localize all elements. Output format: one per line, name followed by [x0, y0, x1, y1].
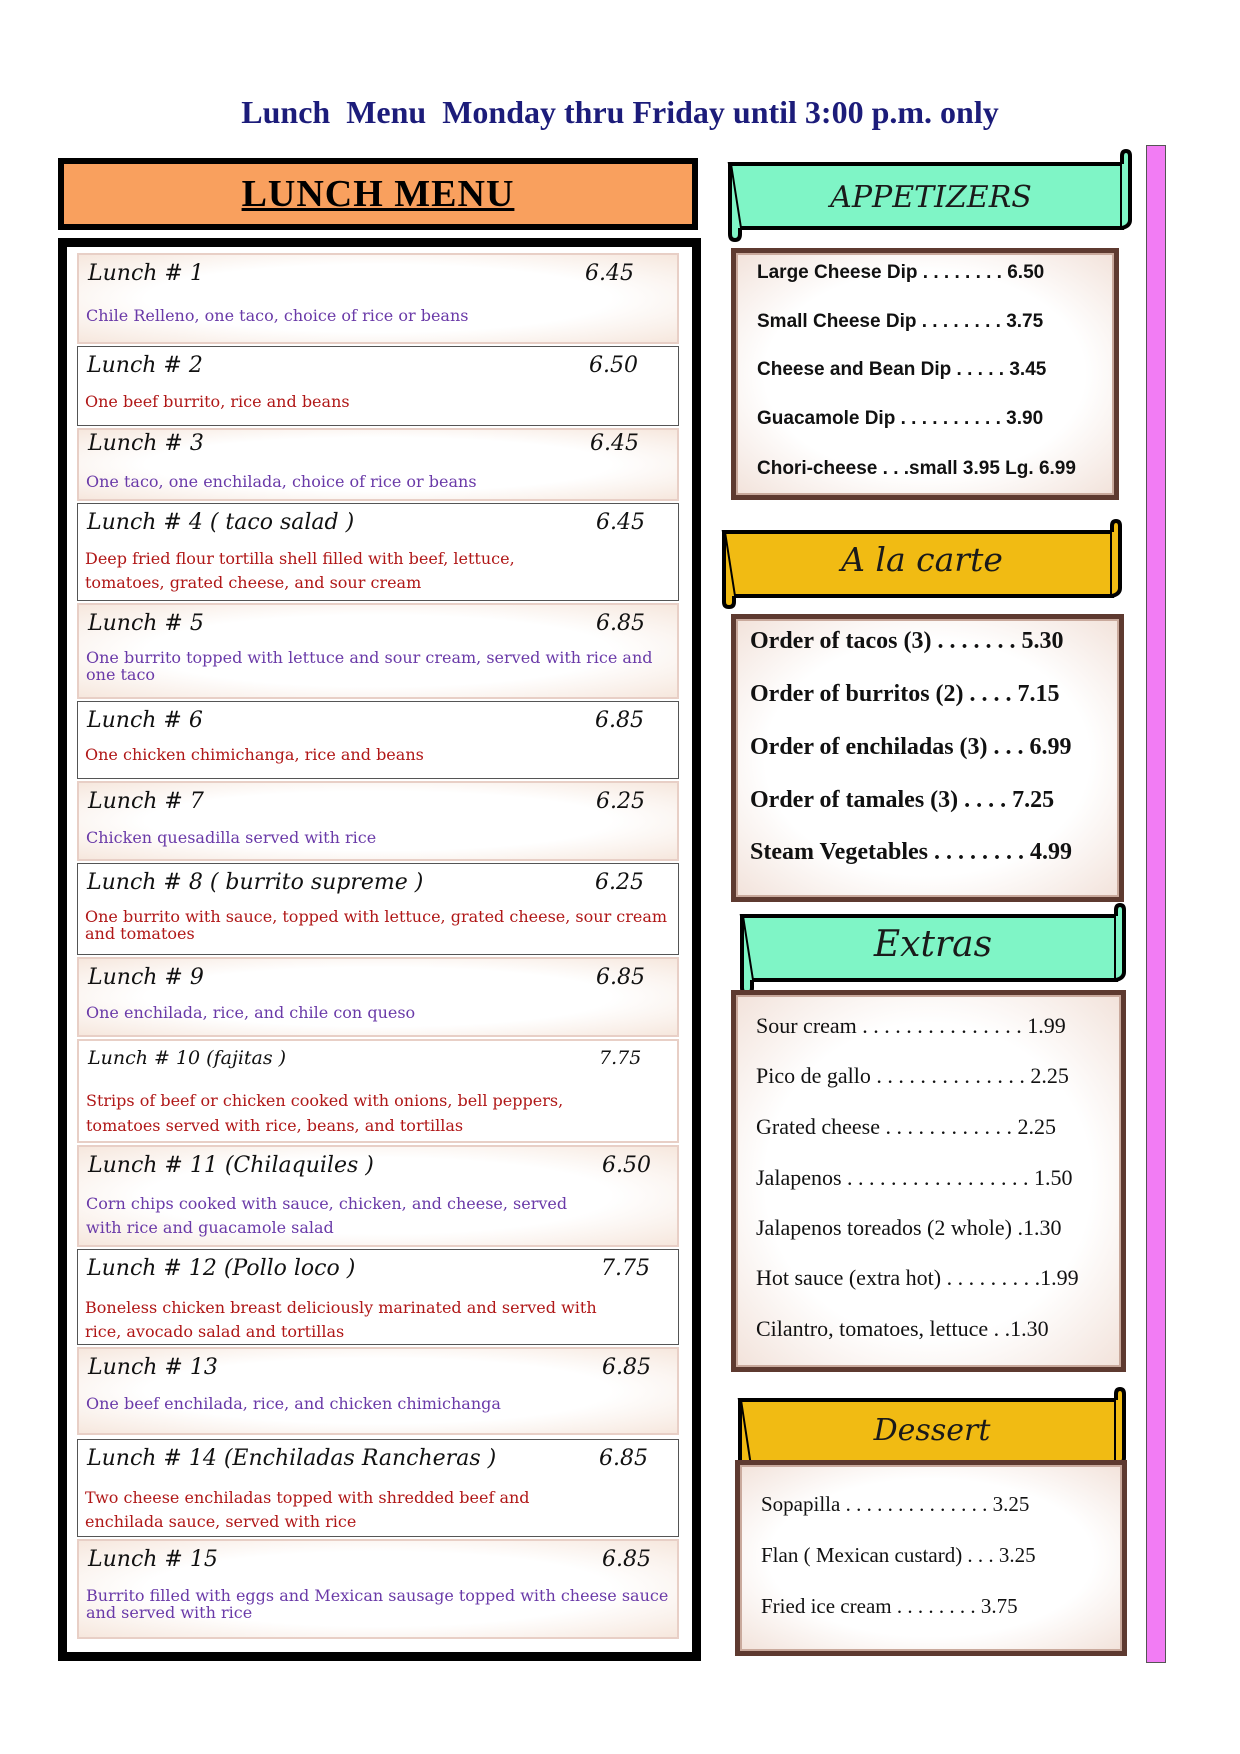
lunch-item-price: 6.45 — [590, 431, 639, 456]
lunch-item-description: Chile Relleno, one taco, choice of rice or beans — [86, 306, 469, 325]
lunch-menu-heading: LUNCH MENU — [241, 173, 515, 215]
lunch-item-name: Lunch # 13 — [88, 1355, 218, 1380]
lunch-item — [77, 428, 679, 501]
lunch-item-name: Lunch # 14 (Enchiladas Rancheras ) — [87, 1446, 497, 1471]
appetizer-line: Chori-cheese . . .small 3.95 Lg. 6.99 — [757, 458, 1076, 479]
extras-line: Jalapenos . . . . . . . . . . . . . . . . . 1.50 — [756, 1165, 1073, 1190]
lunch-item — [77, 253, 679, 344]
lunch-item-name: Lunch # 10 (fajitas ) — [88, 1047, 287, 1069]
appetizer-line: Small Cheese Dip . . . . . . . . 3.75 — [757, 311, 1044, 332]
lunch-item-description: Boneless chicken breast deliciously marinated and served with rice, avocado salad and tortillas — [85, 1298, 597, 1341]
lunch-item — [77, 1439, 679, 1537]
a-la-carte-line: Steam Vegetables . . . . . . . . 4.99 — [750, 839, 1072, 865]
lunch-item-description: Chicken quesadilla served with rice — [86, 828, 377, 847]
lunch-item — [77, 346, 679, 426]
lunch-item-description: One beef enchilada, rice, and chicken chimichanga — [86, 1394, 501, 1413]
a-la-carte-banner — [712, 518, 1122, 610]
dessert-line: Sopapilla . . . . . . . . . . . . . . 3.25 — [761, 1492, 1030, 1516]
extras-line: Pico de gallo . . . . . . . . . . . . . . 2.25 — [756, 1063, 1069, 1088]
a-la-carte-heading: A la carte — [841, 540, 1003, 579]
lunch-item — [77, 1539, 679, 1639]
lunch-item — [77, 1039, 679, 1143]
lunch-item-description: One beef burrito, rice and beans — [85, 392, 350, 411]
appetizer-line: Large Cheese Dip . . . . . . . . 6.50 — [757, 262, 1045, 283]
lunch-menu-header — [58, 158, 698, 230]
lunch-item-description: One taco, one enchilada, choice of rice or beans — [86, 472, 477, 491]
lunch-item-price: 6.85 — [596, 965, 645, 990]
extras-banner — [730, 902, 1126, 996]
side-decorative-bar — [1146, 145, 1166, 1663]
lunch-item-name: Lunch # 11 (Chilaquiles ) — [88, 1153, 374, 1178]
lunch-item — [77, 957, 679, 1037]
extras-line: Sour cream . . . . . . . . . . . . . . . 1.99 — [756, 1013, 1066, 1038]
dessert-heading: Dessert — [873, 1413, 991, 1448]
lunch-item-description: Corn chips cooked with sauce, chicken, and cheese, served with rice and guacamole salad — [86, 1194, 568, 1237]
lunch-item-price: 7.75 — [601, 1256, 650, 1281]
lunch-item-name: Lunch # 9 — [88, 965, 204, 990]
lunch-item-price: 6.25 — [596, 789, 645, 814]
lunch-item-name: Lunch # 15 — [88, 1547, 218, 1572]
lunch-item-price: 6.50 — [589, 353, 638, 378]
extras-heading: Extras — [873, 924, 993, 965]
lunch-item-price: 6.85 — [602, 1547, 651, 1572]
page-title: Lunch Menu Monday thru Friday until 3:00 p.m. only — [241, 94, 999, 130]
lunch-item — [77, 781, 679, 861]
lunch-item-price: 6.85 — [596, 611, 645, 636]
lunch-item-price: 6.45 — [596, 510, 645, 535]
lunch-item-price: 6.85 — [602, 1355, 651, 1380]
lunch-item — [77, 503, 679, 601]
lunch-item-description: One burrito with sauce, topped with lettuce, grated cheese, sour cream and tomatoes — [85, 907, 668, 943]
dessert-line: Fried ice cream . . . . . . . . 3.75 — [761, 1594, 1018, 1618]
lunch-item-price: 7.75 — [599, 1047, 642, 1069]
lunch-item-name: Lunch # 5 — [88, 611, 204, 636]
lunch-item-description: Strips of beef or chicken cooked with onions, bell peppers, tomatoes served with rice, beans, and tortillas — [86, 1091, 564, 1135]
lunch-item-price: 6.50 — [602, 1153, 651, 1178]
lunch-item — [77, 701, 679, 779]
lunch-item-description: Burrito filled with eggs and Mexican sausage topped with cheese sauce and served with rice — [86, 1586, 669, 1622]
lunch-item-name: Lunch # 6 — [87, 708, 203, 733]
lunch-item-description: Deep fried flour tortilla shell filled with beef, lettuce, tomatoes, grated cheese, and sour cream — [85, 549, 515, 592]
a-la-carte-line: Order of tamales (3) . . . . 7.25 — [750, 787, 1055, 813]
lunch-item — [77, 863, 679, 955]
lunch-item-name: Lunch # 2 — [87, 353, 203, 378]
lunch-item — [77, 1249, 679, 1345]
lunch-item — [77, 1347, 679, 1435]
lunch-item-name: Lunch # 7 — [88, 789, 204, 814]
lunch-item-description: One chicken chimichanga, rice and beans — [85, 745, 424, 764]
lunch-item-price: 6.85 — [595, 708, 644, 733]
lunch-item-description: One burrito topped with lettuce and sour cream, served with rice and one taco — [86, 648, 653, 684]
dessert-line: Flan ( Mexican custard) . . . 3.25 — [761, 1543, 1036, 1567]
lunch-item-name: Lunch # 1 — [88, 261, 204, 286]
appetizers-banner — [718, 148, 1134, 244]
appetizer-line: Cheese and Bean Dip . . . . . 3.45 — [757, 359, 1047, 380]
lunch-item — [77, 1145, 679, 1247]
appetizer-line: Guacamole Dip . . . . . . . . . . 3.90 — [757, 408, 1044, 429]
lunch-item-name: Lunch # 4 ( taco salad ) — [87, 510, 355, 535]
extras-line: Grated cheese . . . . . . . . . . . . 2.25 — [756, 1114, 1056, 1139]
lunch-item-name: Lunch # 3 — [88, 431, 204, 456]
lunch-item-description: One enchilada, rice, and chile con queso — [86, 1003, 416, 1022]
appetizers-heading: APPETIZERS — [830, 180, 1032, 215]
lunch-item-price: 6.45 — [585, 261, 634, 286]
a-la-carte-line: Order of tacos (3) . . . . . . . 5.30 — [750, 628, 1064, 654]
lunch-item-price: 6.85 — [599, 1446, 648, 1471]
extras-line: Jalapenos toreados (2 whole) .1.30 — [756, 1215, 1062, 1240]
lunch-item-name: Lunch # 12 (Pollo loco ) — [87, 1256, 356, 1281]
lunch-item-description: Two cheese enchiladas topped with shredded beef and enchilada sauce, served with rice — [85, 1488, 530, 1531]
a-la-carte-line: Order of burritos (2) . . . . 7.15 — [750, 681, 1060, 707]
lunch-item-price: 6.25 — [595, 870, 644, 895]
extras-line: Cilantro, tomatoes, lettuce . .1.30 — [756, 1316, 1049, 1341]
lunch-item-name: Lunch # 8 ( burrito supreme ) — [87, 870, 424, 895]
extras-line: Hot sauce (extra hot) . . . . . . . . .1.99 — [756, 1265, 1079, 1290]
lunch-item — [77, 603, 679, 699]
a-la-carte-line: Order of enchiladas (3) . . . 6.99 — [750, 734, 1072, 760]
